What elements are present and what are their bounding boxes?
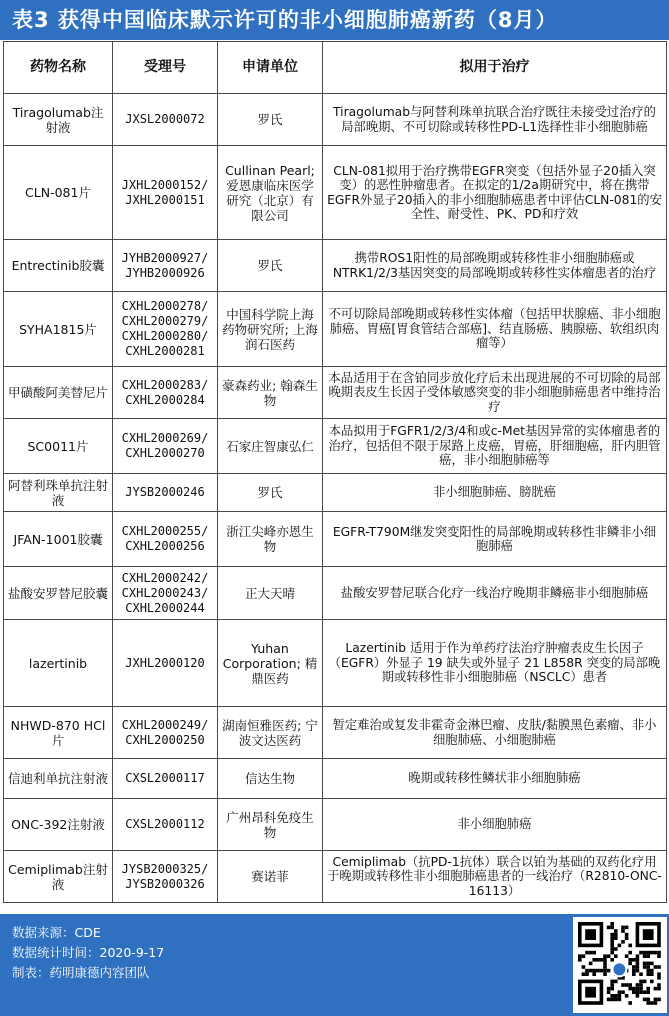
footer-date: 数据统计时间：2020-9-17 [12, 945, 165, 960]
footer-text [12, 923, 164, 983]
table-row [4, 367, 667, 419]
table-row [4, 419, 667, 474]
indication-cell: Cemiplimab（抗PD-1抗体）联合以铂为基础的双药化疗用于晚期或转移性非小细胞肺癌患者的一线治疗（R2810-ONC-16113） [323, 851, 667, 903]
indication-cell: 暂定难治或复发非霍奇金淋巴瘤、皮肤/黏膜黑色素瘤、非小细胞肺癌、小细胞肺癌 [323, 707, 667, 759]
applicant-cell: 罗氏 [218, 94, 323, 146]
drug-cell: Tiragolumab注射液 [4, 94, 113, 146]
table-row [4, 620, 667, 707]
qr-code-icon [573, 917, 667, 1013]
indication-cell: 本品适用于在含铂同步放化疗后未出现进展的不可切除的局部晚期表皮生长因子受体敏感突变的非小细胞肺癌患者中维持治疗 [323, 367, 667, 419]
drug-cell: SC0011片 [4, 419, 113, 474]
table-title: 表3 获得中国临床默示许可的非小细胞肺癌新药（8月） [0, 0, 669, 40]
acceptance-cell: JYHB2000927/ JYHB2000926 [113, 240, 218, 292]
footer [0, 914, 669, 1016]
indication-cell: 不可切除局部晚期或转移性实体瘤（包括甲状腺癌、非小细胞肺癌、胃癌[胃食管结合部癌]、结直肠癌、胰腺癌、软组织肉瘤等） [323, 292, 667, 367]
acceptance-cell: CXHL2000278/ CXHL2000279/ CXHL2000280/ CXHL2000281 [113, 292, 218, 367]
indication-cell: 携带ROS1阳性的局部晚期或转移性非小细胞肺癌或NTRK1/2/3基因突变的局部晚期或转移性实体瘤患者的治疗 [323, 240, 667, 292]
acceptance-cell: CXHL2000242/ CXHL2000243/ CXHL2000244 [113, 567, 218, 620]
column-header-acceptance: 受理号 [113, 42, 218, 94]
acceptance-cell: CXHL2000269/ CXHL2000270 [113, 419, 218, 474]
table-row [4, 799, 667, 851]
drug-cell: 阿替利珠单抗注射液 [4, 474, 113, 512]
drug-cell: 信迪利单抗注射液 [4, 759, 113, 799]
drug-table [3, 41, 667, 903]
acceptance-cell: JYSB2000325/ JYSB2000326 [113, 851, 218, 903]
column-header-indication: 拟用于治疗 [323, 42, 667, 94]
applicant-cell: Yuhan Corporation; 精鼎医药 [218, 620, 323, 707]
table-row [4, 292, 667, 367]
indication-cell: CLN-081拟用于治疗携带EGFR突变（包括外显子20插入突变）的恶性肿瘤患者。在拟定的1/2a期研究中，将在携带EGFR外显子20插入的非小细胞肺癌患者中评估CLN-081的安全性、耐受性、PK、PD和疗效 [323, 146, 667, 240]
table-row [4, 146, 667, 240]
acceptance-cell: JXHL2000120 [113, 620, 218, 707]
acceptance-cell: JYSB2000246 [113, 474, 218, 512]
acceptance-cell: JXSL2000072 [113, 94, 218, 146]
indication-cell: Lazertinib 适用于作为单药疗法治疗肿瘤表皮生长因子（EGFR）外显子 19 缺失或外显子 21 L858R 突变的局部晚期或转移性非小细胞肺癌（NSCLC）患者 [323, 620, 667, 707]
indication-cell: 晚期或转移性鳞状非小细胞肺癌 [323, 759, 667, 799]
applicant-cell: 赛诺菲 [218, 851, 323, 903]
indication-cell: 非小细胞肺癌、膀胱癌 [323, 474, 667, 512]
acceptance-cell: CXSL2000112 [113, 799, 218, 851]
drug-cell: Entrectinib胶囊 [4, 240, 113, 292]
applicant-cell: 浙江尖峰亦恩生物 [218, 512, 323, 567]
table-row [4, 759, 667, 799]
footer-maker: 制表：药明康德内容团队 [12, 965, 150, 980]
applicant-cell: 石家庄智康弘仁 [218, 419, 323, 474]
acceptance-cell: CXSL2000117 [113, 759, 218, 799]
indication-cell: Tiragolumab与阿替利珠单抗联合治疗既往未接受过治疗的局部晚期、不可切除或转移性PD-L1选择性非小细胞肺癌 [323, 94, 667, 146]
indication-cell: 非小细胞肺癌 [323, 799, 667, 851]
applicant-cell: 豪森药业; 翰森生物 [218, 367, 323, 419]
acceptance-cell: CXHL2000249/ CXHL2000250 [113, 707, 218, 759]
drug-cell: 甲磺酸阿美替尼片 [4, 367, 113, 419]
drug-cell: NHWD-870 HCl片 [4, 707, 113, 759]
drug-cell: JFAN-1001胶囊 [4, 512, 113, 567]
applicant-cell: 正大天晴 [218, 567, 323, 620]
table-row [4, 707, 667, 759]
drug-cell: ONC-392注射液 [4, 799, 113, 851]
table-row [4, 567, 667, 620]
table-row [4, 512, 667, 567]
table-row [4, 851, 667, 903]
applicant-cell: Cullinan Pearl; 爱恩康临床医学研究（北京）有限公司 [218, 146, 323, 240]
acceptance-cell: CXHL2000283/ CXHL2000284 [113, 367, 218, 419]
indication-cell: 盐酸安罗替尼联合化疗一线治疗晚期非鳞癌非小细胞肺癌 [323, 567, 667, 620]
drug-cell: Cemiplimab注射液 [4, 851, 113, 903]
acceptance-cell: CXHL2000255/ CXHL2000256 [113, 512, 218, 567]
table-row [4, 240, 667, 292]
column-header-drug: 药物名称 [4, 42, 113, 94]
footer-source: 数据来源：CDE [12, 925, 101, 940]
applicant-cell: 湖南恒雅医药; 宁波文达医药 [218, 707, 323, 759]
applicant-cell: 广州昂科免疫生物 [218, 799, 323, 851]
table-row [4, 94, 667, 146]
applicant-cell: 罗氏 [218, 474, 323, 512]
applicant-cell: 信达生物 [218, 759, 323, 799]
indication-cell: EGFR-T790M继发突变阳性的局部晚期或转移性非鳞非小细胞肺癌 [323, 512, 667, 567]
header-row [4, 42, 667, 94]
drug-cell: lazertinib [4, 620, 113, 707]
applicant-cell: 罗氏 [218, 240, 323, 292]
indication-cell: 本品拟用于FGFR1/2/3/4和或c-Met基因异常的实体瘤患者的治疗，包括但不限于尿路上皮癌，胃癌，肝细胞癌，肝内胆管癌，非小细胞肺癌等 [323, 419, 667, 474]
table-row [4, 474, 667, 512]
column-header-applicant: 申请单位 [218, 42, 323, 94]
acceptance-cell: JXHL2000152/ JXHL2000151 [113, 146, 218, 240]
drug-cell: 盐酸安罗替尼胶囊 [4, 567, 113, 620]
drug-cell: SYHA1815片 [4, 292, 113, 367]
drug-cell: CLN-081片 [4, 146, 113, 240]
applicant-cell: 中国科学院上海药物研究所; 上海润石医药 [218, 292, 323, 367]
